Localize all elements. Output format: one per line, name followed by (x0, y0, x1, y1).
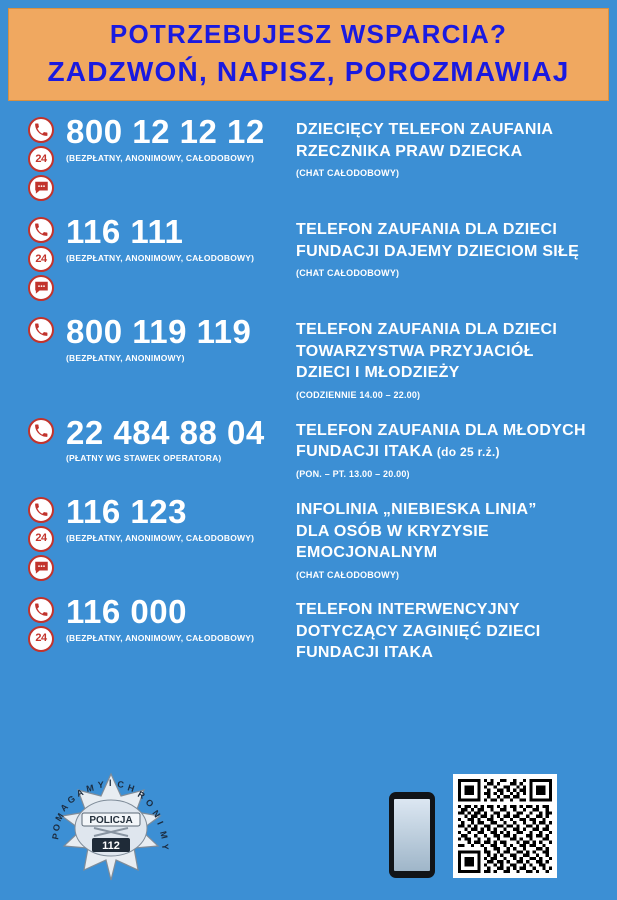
svg-text:A: A (58, 801, 71, 814)
chat-bubble-icon (28, 555, 54, 581)
clock-24h-icon: 24 (28, 526, 54, 552)
phone-number-note: (PŁATNY WG STAWEK OPERATORA) (66, 453, 222, 464)
svg-text:Y: Y (97, 779, 105, 790)
phone-number-note: (BEZPŁATNY, ANONIMOWY, CAŁODOBOWY) (66, 252, 255, 263)
entry-description (296, 595, 599, 664)
entry-icons (22, 115, 60, 201)
list-item (8, 413, 609, 479)
description-inline-note: (do 25 r.ż.) (433, 445, 500, 460)
phone-handset-icon (28, 418, 54, 444)
description-line: TELEFON ZAUFANIA DLA DZIECI (296, 221, 558, 238)
svg-text:Y: Y (160, 843, 171, 851)
description-line: FUNDACJI DAJEMY DZIECIOM SIŁĘ (296, 242, 580, 260)
svg-text:G: G (65, 793, 77, 806)
svg-text:N: N (150, 808, 163, 820)
svg-text:M: M (85, 782, 95, 794)
list-item (8, 115, 609, 201)
phone-handset-icon (28, 597, 54, 623)
svg-text:A: A (75, 787, 85, 799)
description-note: (CHAT CAŁODOBOWY) (296, 569, 400, 580)
clock-24h-icon: 24 (28, 246, 54, 272)
phone-handset-icon (28, 497, 54, 523)
phone-handset-icon (28, 117, 54, 143)
entry-number-block (60, 315, 296, 363)
description-note: (CODZIENNIE 14.00 – 22.00) (296, 389, 421, 400)
phone-number: 116 111 (66, 213, 184, 250)
entry-icons (22, 416, 60, 444)
description-line: DZIECIĘCY TELEFON ZAUFANIA (296, 121, 554, 138)
list-item (8, 592, 609, 664)
entry-description (296, 315, 599, 400)
description-line: TELEFON INTERWENCYJNY (296, 600, 520, 618)
smartphone-screen (394, 799, 430, 871)
description-line: FUNDACJI ITAKA (296, 644, 434, 662)
description-line: INFOLINIA „NIEBIESKA LINIA” (296, 500, 537, 518)
qr-code-icon[interactable] (453, 774, 557, 878)
phone-number: 22 484 88 04 (66, 413, 265, 451)
svg-text:O: O (143, 797, 156, 810)
svg-text:O: O (50, 822, 63, 833)
poster-footer (0, 760, 617, 900)
police-badge-icon (36, 766, 186, 884)
phone-number-note: (BEZPŁATNY, ANONIMOWY) (66, 352, 185, 363)
phone-number-note: (BEZPŁATNY, ANONIMOWY, CAŁODOBOWY) (66, 532, 255, 543)
entry-icons (22, 315, 60, 343)
clock-24h-icon: 24 (28, 626, 54, 652)
list-item (8, 315, 609, 400)
svg-text:M: M (53, 811, 66, 824)
svg-text:112: 112 (102, 840, 120, 852)
description-note: (PON. – PT. 13.00 – 20.00) (296, 468, 410, 479)
entry-icons (22, 215, 60, 301)
smartphone-icon (389, 792, 435, 878)
entry-description (296, 416, 599, 479)
entry-number-block (60, 115, 296, 163)
entry-number-block (60, 592, 296, 643)
description-line: TELEFON ZAUFANIA DLA DZIECI (296, 321, 558, 338)
chat-bubble-icon (28, 175, 54, 201)
description-line: TELEFON ZAUFANIA DLA MŁODYCH (296, 421, 586, 439)
entry-description (296, 215, 599, 278)
entry-number-block (60, 413, 296, 464)
description-note: (CHAT CAŁODOBOWY) (296, 168, 400, 179)
svg-text:P: P (50, 832, 62, 841)
svg-text:C: C (116, 779, 125, 790)
svg-text:H: H (126, 782, 136, 794)
entry-number-block (60, 492, 296, 543)
chat-bubble-icon (28, 275, 54, 301)
description-line: RZECZNIKA PRAW DZIECKA (296, 142, 523, 160)
entry-description (296, 495, 599, 580)
svg-text:I: I (109, 778, 112, 788)
poster-header (8, 8, 609, 101)
phone-handset-icon (28, 317, 54, 343)
helpline-list (8, 101, 609, 664)
phone-number-note: (BEZPŁATNY, ANONIMOWY, CAŁODOBOWY) (66, 152, 255, 163)
list-item (8, 215, 609, 301)
header-line-2: ZADZWOŃ, NAPISZ, POROZMAWIAJ (47, 56, 570, 87)
description-line: DOTYCZĄCY ZAGINIĘĆ DZIECI (296, 622, 541, 640)
svg-text:POLICJA: POLICJA (89, 815, 133, 826)
svg-text:M: M (158, 830, 170, 840)
description-line: EMOCJONALNYM (296, 544, 438, 562)
phone-number: 800 12 12 12 (66, 113, 265, 150)
header-line-1: POTRZEBUJESZ WSPARCIA? (109, 19, 508, 49)
svg-text:I: I (155, 819, 166, 827)
phone-number: 116 000 (66, 592, 187, 630)
description-line: TOWARZYSTWA PRZYJACIÓŁ (296, 342, 534, 360)
description-text: FUNDACJI ITAKA (296, 443, 434, 461)
phone-number-note: (BEZPŁATNY, ANONIMOWY, CAŁODOBOWY) (66, 632, 255, 643)
description-line (296, 441, 599, 463)
description-line: DLA OSÓB W KRYZYSIE (296, 522, 489, 540)
entry-icons (22, 595, 60, 652)
svg-text:R: R (136, 789, 147, 801)
entry-icons (22, 495, 60, 581)
description-line: DZIECI I MŁODZIEŻY (296, 364, 460, 382)
list-item (8, 492, 609, 581)
phone-number: 116 123 (66, 492, 187, 530)
phone-number: 800 119 119 (66, 313, 252, 350)
phone-handset-icon (28, 217, 54, 243)
description-note: (CHAT CAŁODOBOWY) (296, 268, 400, 279)
entry-number-block (60, 215, 296, 263)
clock-24h-icon: 24 (28, 146, 54, 172)
entry-description (296, 115, 599, 178)
